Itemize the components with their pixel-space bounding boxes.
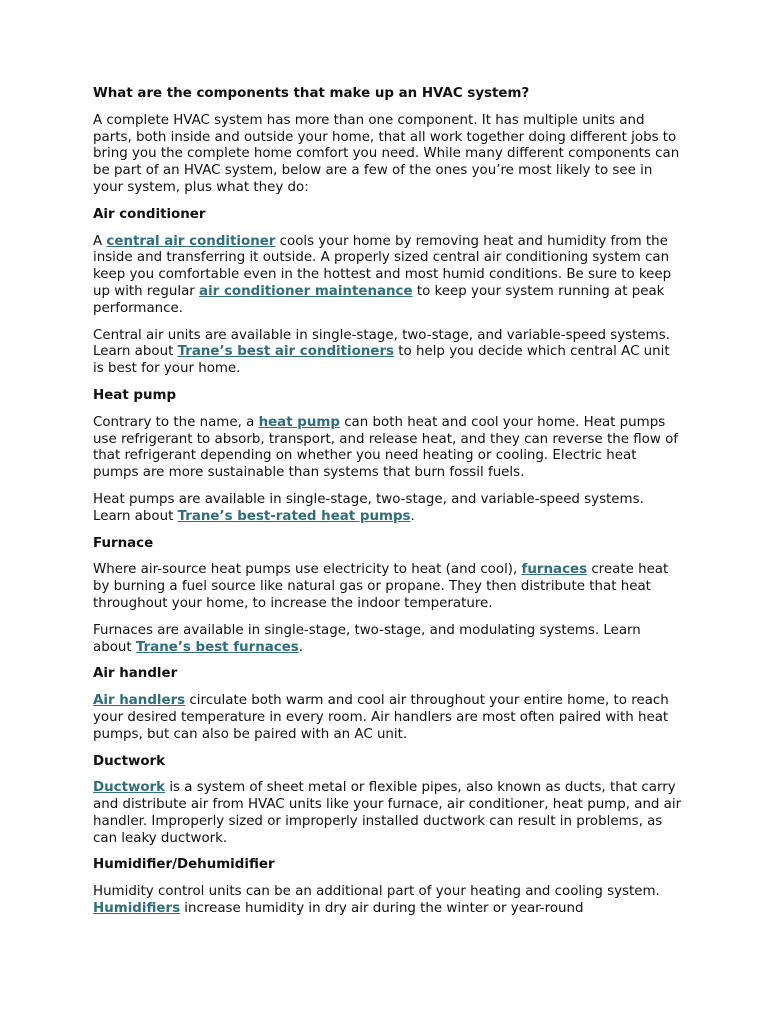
text-span: Contrary to the name, a <box>93 414 259 430</box>
link-air-handlers[interactable]: Air handlers <box>93 693 186 709</box>
link-heat-pump[interactable]: heat pump <box>258 414 340 430</box>
paragraph-furnace-1 <box>93 562 683 612</box>
text-span: to help you decide which central AC unit is best for your home. <box>93 344 670 377</box>
text-span: is a system of sheet metal or flexible pipes, also known as ducts, that carry and distribute air from HVAC units like your furnace, air conditioner, heat pump, and air handler. Improperly sized or improperly installed ductwork can result in problems, as can leaky ductwork. <box>93 780 682 846</box>
heading-air-conditioner: Air conditioner <box>93 206 206 222</box>
text-span: . <box>410 508 415 524</box>
text-span: Where air-source heat pumps use electricity to heat (and cool), <box>93 562 522 578</box>
text-span: increase humidity in dry air during the winter or year-round <box>180 901 584 917</box>
document-page <box>93 86 683 928</box>
paragraph-heat-pump-1 <box>93 415 683 482</box>
link-best-air-conditioners[interactable]: Trane’s best air conditioners <box>177 344 395 360</box>
paragraph-furnace-2 <box>93 623 683 657</box>
text-span: cools your home by removing heat and humidity from the inside and transferring it outside. A properly sized central air conditioning system can keep you comfortable even in the hottest and most humid conditions. Be sure to keep up with regular <box>93 233 672 299</box>
text-span: Heat pumps are available in single-stage, two-stage, and variable-speed systems. Learn about <box>93 491 644 524</box>
heading-humidifier-dehumidifier: Humidifier/Dehumidifier <box>93 857 275 873</box>
paragraph-humidifier-1 <box>93 884 683 918</box>
paragraph-air-conditioner-2 <box>93 328 683 378</box>
page-title: What are the components that make up an HVAC system? <box>93 86 530 101</box>
link-air-conditioner-maintenance[interactable]: air conditioner maintenance <box>199 283 413 299</box>
paragraph-heat-pump-2 <box>93 492 683 526</box>
paragraph-ductwork-1 <box>93 780 683 847</box>
link-humidifiers[interactable]: Humidifiers <box>93 901 181 917</box>
paragraph-air-conditioner-1 <box>93 234 683 318</box>
text-span: circulate both warm and cool air throughout your entire home, to reach your desired temperature in every room. Air handlers are most often paired with heat pumps, but can also be paired with an AC unit. <box>93 693 669 742</box>
text-span: A <box>93 233 107 249</box>
text-span: can both heat and cool your home. Heat pumps use refrigerant to absorb, transport, and release heat, and they can reverse the flow of that refrigerant depending on whether you need heating or cooling. Electric heat pumps are more sustainable than systems that burn fossil fuels. <box>93 414 678 481</box>
text-span: to keep your system running at peak performance. <box>93 283 665 316</box>
text-span: Humidity control units can be an additional part of your heating and cooling system. <box>93 884 660 900</box>
link-best-furnaces[interactable]: Trane’s best furnaces <box>135 639 299 655</box>
intro-paragraph: A complete HVAC system has more than one component. It has multiple units and parts, both inside and outside your home, that all work together doing different jobs to bring you the complete home comfort you need. While many different components can be part of an HVAC system, below are a few of the ones you’re most likely to see in your system, plus what they do: <box>93 112 680 195</box>
link-best-rated-heat-pumps[interactable]: Trane’s best-rated heat pumps <box>177 508 411 524</box>
text-span: Central air units are available in single-stage, two-stage, and variable-speed systems. Learn about <box>93 327 670 360</box>
heading-air-handler: Air handler <box>93 666 178 682</box>
text-span: create heat by burning a fuel source like natural gas or propane. They then distribute that heat throughout your home, to increase the indoor temperature. <box>93 562 669 611</box>
paragraph-air-handler-1 <box>93 693 683 743</box>
link-central-air-conditioner[interactable]: central air conditioner <box>106 233 276 249</box>
heading-heat-pump: Heat pump <box>93 387 177 403</box>
text-span: Furnaces are available in single-stage, two-stage, and modulating systems. Learn about <box>93 622 641 655</box>
heading-ductwork: Ductwork <box>93 753 166 769</box>
heading-furnace: Furnace <box>93 535 154 551</box>
text-span: . <box>298 639 304 655</box>
link-ductwork[interactable]: Ductwork <box>93 780 166 796</box>
link-furnaces[interactable]: furnaces <box>521 562 588 578</box>
